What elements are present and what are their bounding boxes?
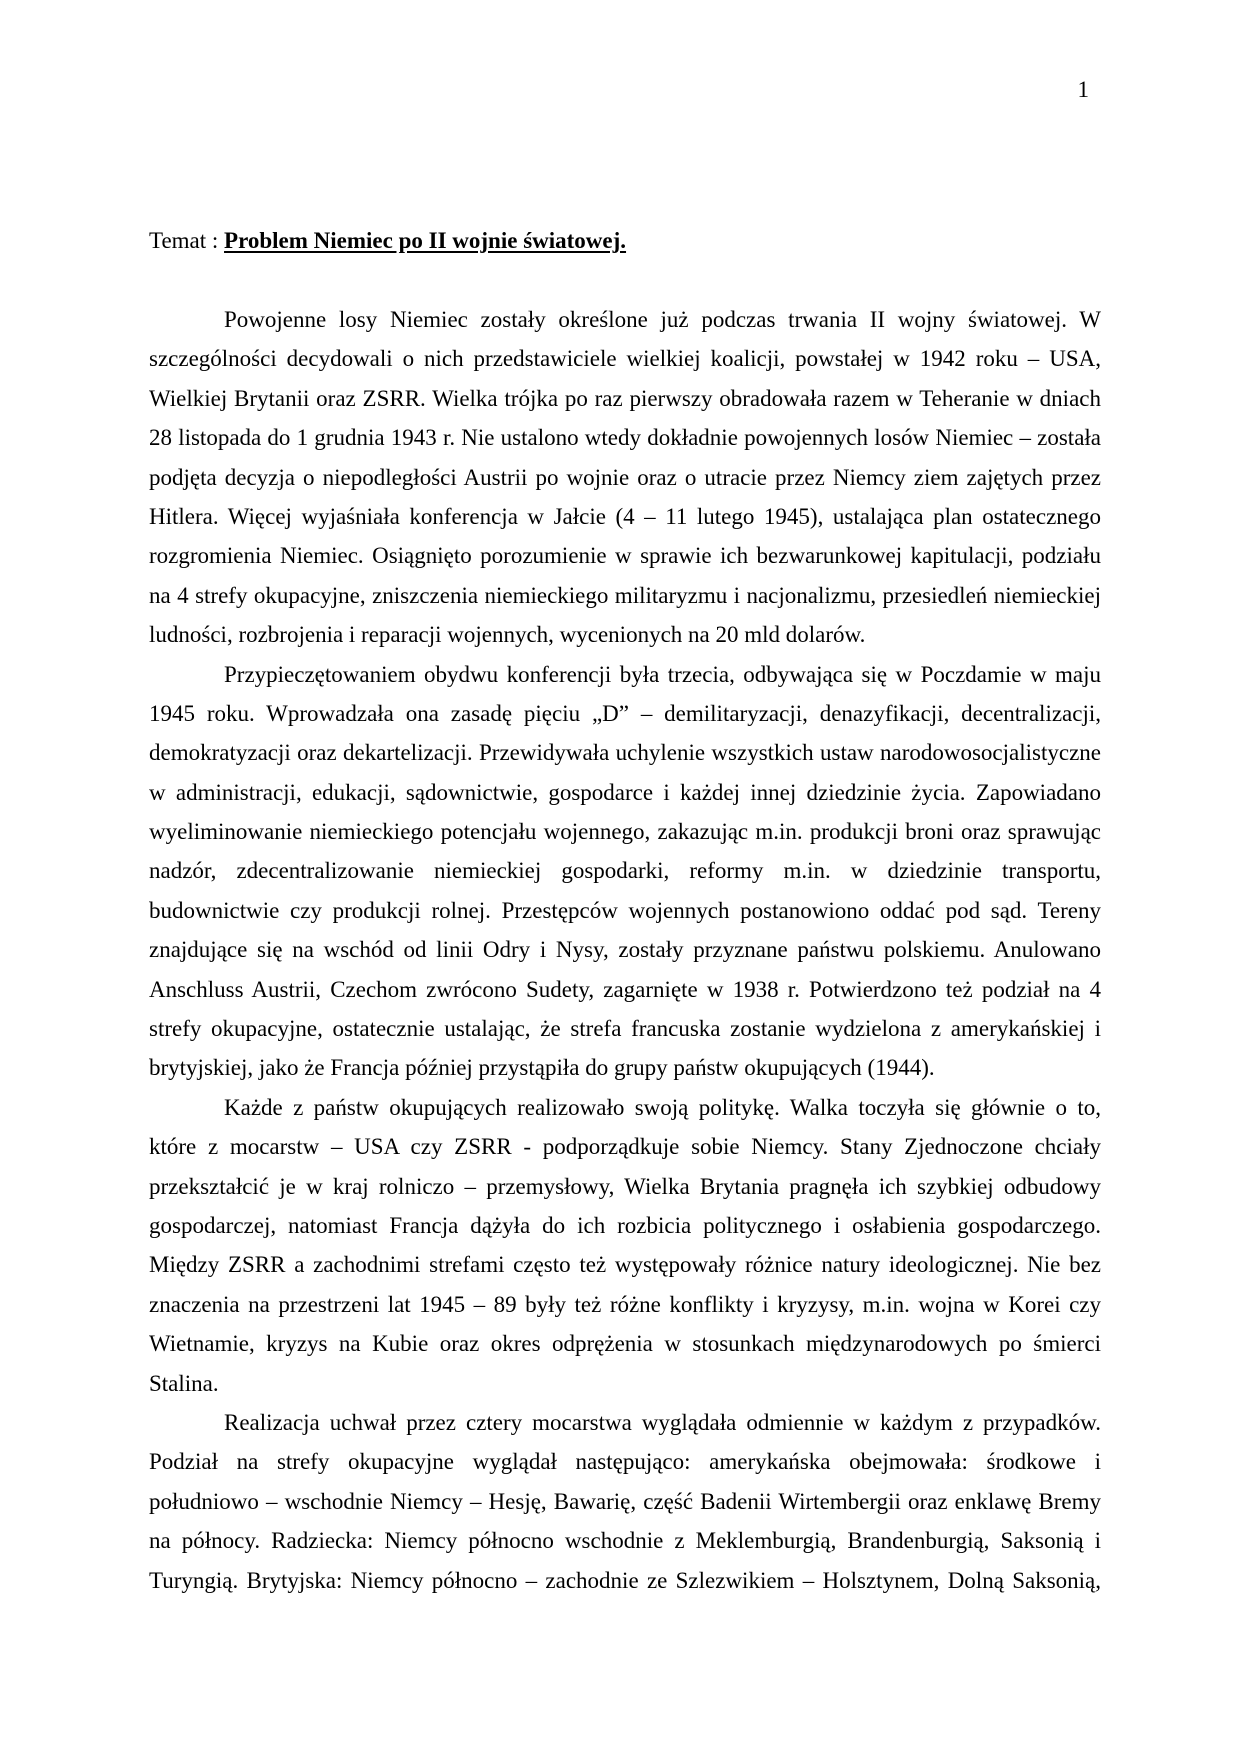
text-line: podjęta decyzja o niepodległości Austrii po wojnie oraz o utracie przez Niemcy ziem zajętych przez (149, 464, 1101, 490)
text-line: Powojenne losy Niemiec zostały określone już podczas trwania II wojny światowej. W (224, 307, 1101, 332)
text-line: w administracji, edukacji, sądownictwie, gospodarce i każdej innej dziedzinie życia. Zapowiadano (149, 779, 1101, 805)
text-line: wyeliminowanie niemieckiego potencjału wojennego, zakazując m.in. produkcji broni oraz sprawując (149, 819, 1101, 845)
text-line: brytyjskiej, jako że Francja później przystąpiła do grupy państw okupujących (1944). (149, 1055, 935, 1081)
text-line: strefy okupacyjne, ostatecznie ustalając, że strefa francuska zostanie wydzielona z amerykańskiej i (149, 1016, 1101, 1042)
page-number: 1 (1077, 77, 1089, 102)
text-line: Każde z państw okupujących realizowało swoją politykę. Walka toczyła się głównie o to, (224, 1094, 1101, 1120)
text-line: Stalina. (149, 1370, 219, 1396)
document-body (149, 300, 1101, 1600)
text-line: gospodarczej, natomiast Francja dążyła do ich rozbicia politycznego i osłabienia gospodarczego. (149, 1212, 1101, 1238)
paragraph (149, 655, 1101, 1088)
paragraph (149, 1403, 1101, 1600)
text-line: Podział na strefy okupacyjne wyglądał następująco: amerykańska obejmowała: środkowe i (149, 1449, 1101, 1475)
paragraph (149, 1088, 1101, 1403)
topic-label: Temat : (149, 228, 219, 253)
text-line: Realizacja uchwał przez cztery mocarstwa wyglądała odmiennie w każdym z przypadków. (224, 1409, 1101, 1435)
topic-title: Problem Niemiec po II wojnie światowej. (224, 228, 627, 253)
text-line: 1945 roku. Wprowadzała ona zasadę pięciu „D” – demilitaryzacji, denazyfikacji, decentralizacji, (149, 700, 1101, 726)
text-line: Wielkiej Brytanii oraz ZSRR. Wielka trójka po raz pierwszy obradowała razem w Teheranie w dniach (149, 385, 1101, 411)
text-line: znajdujące się na wschód od linii Odry i Nysy, zostały przyznane państwu polskiemu. Anulowano (149, 937, 1101, 963)
text-line: przekształcić je w kraj rolniczo – przemysłowy, Wielka Brytania pragnęła ich szybkiej odbudowy (149, 1173, 1101, 1199)
text-line: szczególności decydowali o nich przedstawiciele wielkiej koalicji, powstałej w 1942 roku – USA, (149, 346, 1101, 372)
text-line: 28 listopada do 1 grudnia 1943 r. Nie ustalono wtedy dokładnie powojennych losów Niemiec – została (149, 425, 1101, 451)
text-line: demokratyzacji oraz dekartelizacji. Przewidywała uchylenie wszystkich ustaw narodowosocjalistyczne (149, 740, 1101, 766)
text-line: rozgromienia Niemiec. Osiągnięto porozumienie w sprawie ich bezwarunkowej kapitulacji, podziału (149, 543, 1101, 569)
text-line: ludności, rozbrojenia i reparacji wojennych, wycenionych na 20 mld dolarów. (149, 622, 866, 648)
text-line: znaczenia na przestrzeni lat 1945 – 89 były też różne konflikty i kryzysy, m.in. wojna w Korei czy (149, 1291, 1101, 1317)
text-line: budownictwie czy produkcji rolnej. Przestępców wojennych postanowiono oddać pod sąd. Tereny (149, 897, 1101, 923)
paragraph (149, 300, 1101, 655)
text-line: Między ZSRR a zachodnimi strefami często też występowały różnice natury ideologicznej. Nie bez (149, 1252, 1101, 1278)
text-line: Anschluss Austrii, Czechom zwrócono Sudety, zagarnięte w 1938 r. Potwierdzono też podział na 4 (149, 976, 1101, 1002)
text-line: nadzór, zdecentralizowanie niemieckiej gospodarki, reformy m.in. w dziedzinie transportu, (149, 858, 1101, 884)
text-line: Turyngią. Brytyjska: Niemcy północno – zachodnie ze Szlezwikiem – Holsztynem, Dolną Saksonią, (149, 1567, 1101, 1593)
text-line: na północy. Radziecka: Niemcy północno wschodnie z Meklemburgią, Brandenburgią, Saksonią i (149, 1528, 1101, 1554)
topic-heading (149, 221, 626, 260)
text-line: na 4 strefy okupacyjne, zniszczenia niemieckiego militaryzmu i nacjonalizmu, przesiedleń niemieckiej (149, 582, 1101, 608)
text-line: Hitlera. Więcej wyjaśniała konferencja w Jałcie (4 – 11 lutego 1945), ustalająca plan ostatecznego (149, 503, 1101, 529)
text-line: południowo – wschodnie Niemcy – Hesję, Bawarię, część Badenii Wirtembergii oraz enklawę Bremy (149, 1488, 1101, 1514)
text-line: Wietnamie, kryzys na Kubie oraz okres odprężenia w stosunkach międzynarodowych po śmierci (149, 1331, 1101, 1357)
text-line: Przypieczętowaniem obydwu konferencji była trzecia, odbywająca się w Poczdamie w maju (224, 661, 1101, 687)
text-line: które z mocarstw – USA czy ZSRR - podporządkuje sobie Niemcy. Stany Zjednoczone chciały (149, 1134, 1101, 1160)
